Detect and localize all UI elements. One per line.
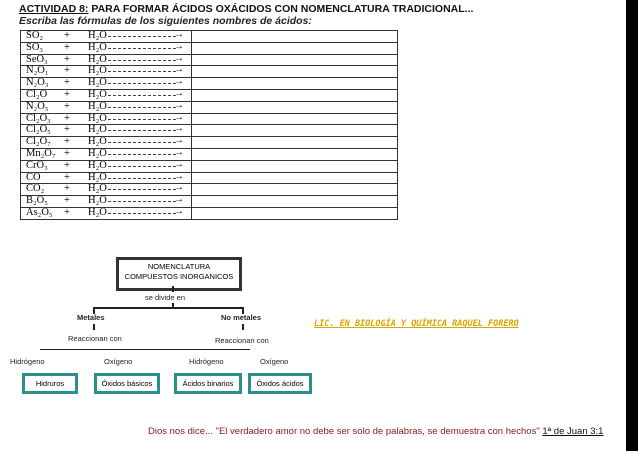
- water-formula: H₂O: [88, 124, 107, 136]
- arrow-icon: →: [174, 52, 184, 64]
- water-formula: H₂O: [88, 171, 107, 183]
- oxide-formula: CO₂: [26, 183, 45, 195]
- oxide-formula: SO₂: [26, 30, 44, 41]
- water-formula: H₂O: [88, 88, 107, 100]
- arrow-icon: →: [174, 146, 184, 158]
- oxide-formula: CrO₃: [26, 159, 48, 171]
- oxide-formula: N₂O₅: [26, 100, 49, 112]
- arrow-icon: →: [174, 158, 184, 170]
- arrow-icon: →: [174, 76, 184, 88]
- arrow-icon: →: [174, 40, 184, 52]
- water-formula: H₂O: [88, 77, 107, 89]
- plus-sign: +: [64, 124, 70, 136]
- arrow-icon: →: [174, 64, 184, 76]
- plus-sign: +: [64, 100, 70, 112]
- plus-sign: +: [64, 30, 70, 41]
- arrow-icon: →: [174, 29, 184, 40]
- nonmetals-node: No metales: [221, 313, 262, 322]
- divides-label: se divide en: [145, 293, 186, 302]
- reacts-left: Reaccionan con: [68, 334, 122, 343]
- arrow-icon: →: [174, 123, 184, 135]
- oxide-formula: Cl₂O₇: [26, 136, 51, 148]
- hydrogen-left: Hidrógeno: [10, 357, 45, 366]
- footer-quote: Dios nos dice... "El verdadero amor no debe ser solo de palabras, se demuestra con hechos": [148, 426, 540, 437]
- oxide-formula: SeO₃: [26, 53, 48, 65]
- connector: [40, 349, 250, 350]
- root-node: [116, 257, 242, 291]
- water-formula: H₂O: [88, 41, 107, 53]
- water-formula: H₂O: [88, 183, 107, 195]
- arrow-icon: →: [174, 87, 184, 99]
- arrow-icon: →: [174, 135, 184, 147]
- oxide-formula: N₂O₁: [26, 65, 49, 77]
- plus-sign: +: [64, 159, 70, 171]
- basic-oxides-box: Óxidos básicos: [94, 373, 160, 394]
- plus-sign: +: [64, 112, 70, 124]
- footer-verse: [148, 426, 603, 437]
- activity-label: ACTIVIDAD 8:: [19, 3, 89, 15]
- plus-sign: +: [64, 206, 70, 218]
- hydrides-box: Hidruros: [22, 373, 78, 394]
- oxide-formula: Mn₂O₇: [26, 147, 56, 159]
- connector: [172, 286, 174, 292]
- plus-sign: +: [64, 41, 70, 53]
- plus-sign: +: [64, 171, 70, 183]
- plus-sign: +: [64, 77, 70, 89]
- water-formula: H₂O: [88, 195, 107, 207]
- oxide-formula: As₂O₅: [26, 206, 53, 218]
- oxygen-left: Oxígeno: [104, 357, 133, 366]
- water-formula: H₂O: [88, 147, 107, 159]
- binary-acids-box: Ácidos binarios: [174, 373, 242, 394]
- arrow-icon: →: [174, 205, 184, 217]
- metals-node: Metales: [77, 313, 105, 322]
- oxide-formula: Cl₂O₃: [26, 112, 51, 124]
- oxide-formula: N₂O₃: [26, 77, 49, 89]
- arrow-icon: →: [174, 194, 184, 206]
- water-formula: H₂O: [88, 136, 107, 148]
- root-node-line2: COMPUESTOS INORGANICOS: [124, 272, 234, 281]
- arrow-icon: →: [174, 182, 184, 194]
- oxide-formula: SO₃: [26, 41, 44, 53]
- activity-heading: PARA FORMAR ÁCIDOS OXÁCIDOS CON NOMENCLATURA TRADICIONAL...: [91, 3, 474, 15]
- water-formula: H₂O: [88, 65, 107, 77]
- plus-sign: +: [64, 195, 70, 207]
- water-formula: H₂O: [88, 159, 107, 171]
- water-formula: H₂O: [88, 53, 107, 65]
- footer-reference: 1ª de Juan 3:1: [542, 426, 604, 437]
- plus-sign: +: [64, 147, 70, 159]
- arrow-icon: →: [174, 99, 184, 111]
- oxide-formula: Cl₂O₅: [26, 124, 51, 136]
- author-credit: LIC. EN BIOLOGÍA Y QUÍMICA RAQUEL FORERO: [314, 319, 519, 329]
- oxygen-right: Oxígeno: [260, 357, 289, 366]
- acid-oxides-box: Óxidos ácidos: [248, 373, 312, 394]
- plus-sign: +: [64, 65, 70, 77]
- plus-sign: +: [64, 136, 70, 148]
- oxide-formula: CO: [26, 171, 41, 183]
- water-formula: H₂O: [88, 112, 107, 124]
- connector: [242, 324, 244, 330]
- plus-sign: +: [64, 88, 70, 100]
- arrow-icon: →: [174, 111, 184, 123]
- reacts-right: Reaccionan con: [215, 336, 269, 345]
- root-node-line1: NOMENCLATURA: [147, 262, 211, 271]
- connector: [93, 324, 95, 330]
- hydrogen-right: Hidrógeno: [189, 357, 224, 366]
- instructions: Escriba las fórmulas de los siguientes nombres de ácidos:: [19, 15, 312, 27]
- oxide-formula: Cl₂O: [26, 88, 48, 100]
- connector: [93, 307, 243, 309]
- plus-sign: +: [64, 53, 70, 65]
- arrow-icon: →: [174, 170, 184, 182]
- water-formula: H₂O: [88, 30, 107, 41]
- water-formula: H₂O: [88, 100, 107, 112]
- plus-sign: +: [64, 183, 70, 195]
- water-formula: H₂O: [88, 206, 107, 218]
- oxide-formula: B₂O₅: [26, 195, 48, 207]
